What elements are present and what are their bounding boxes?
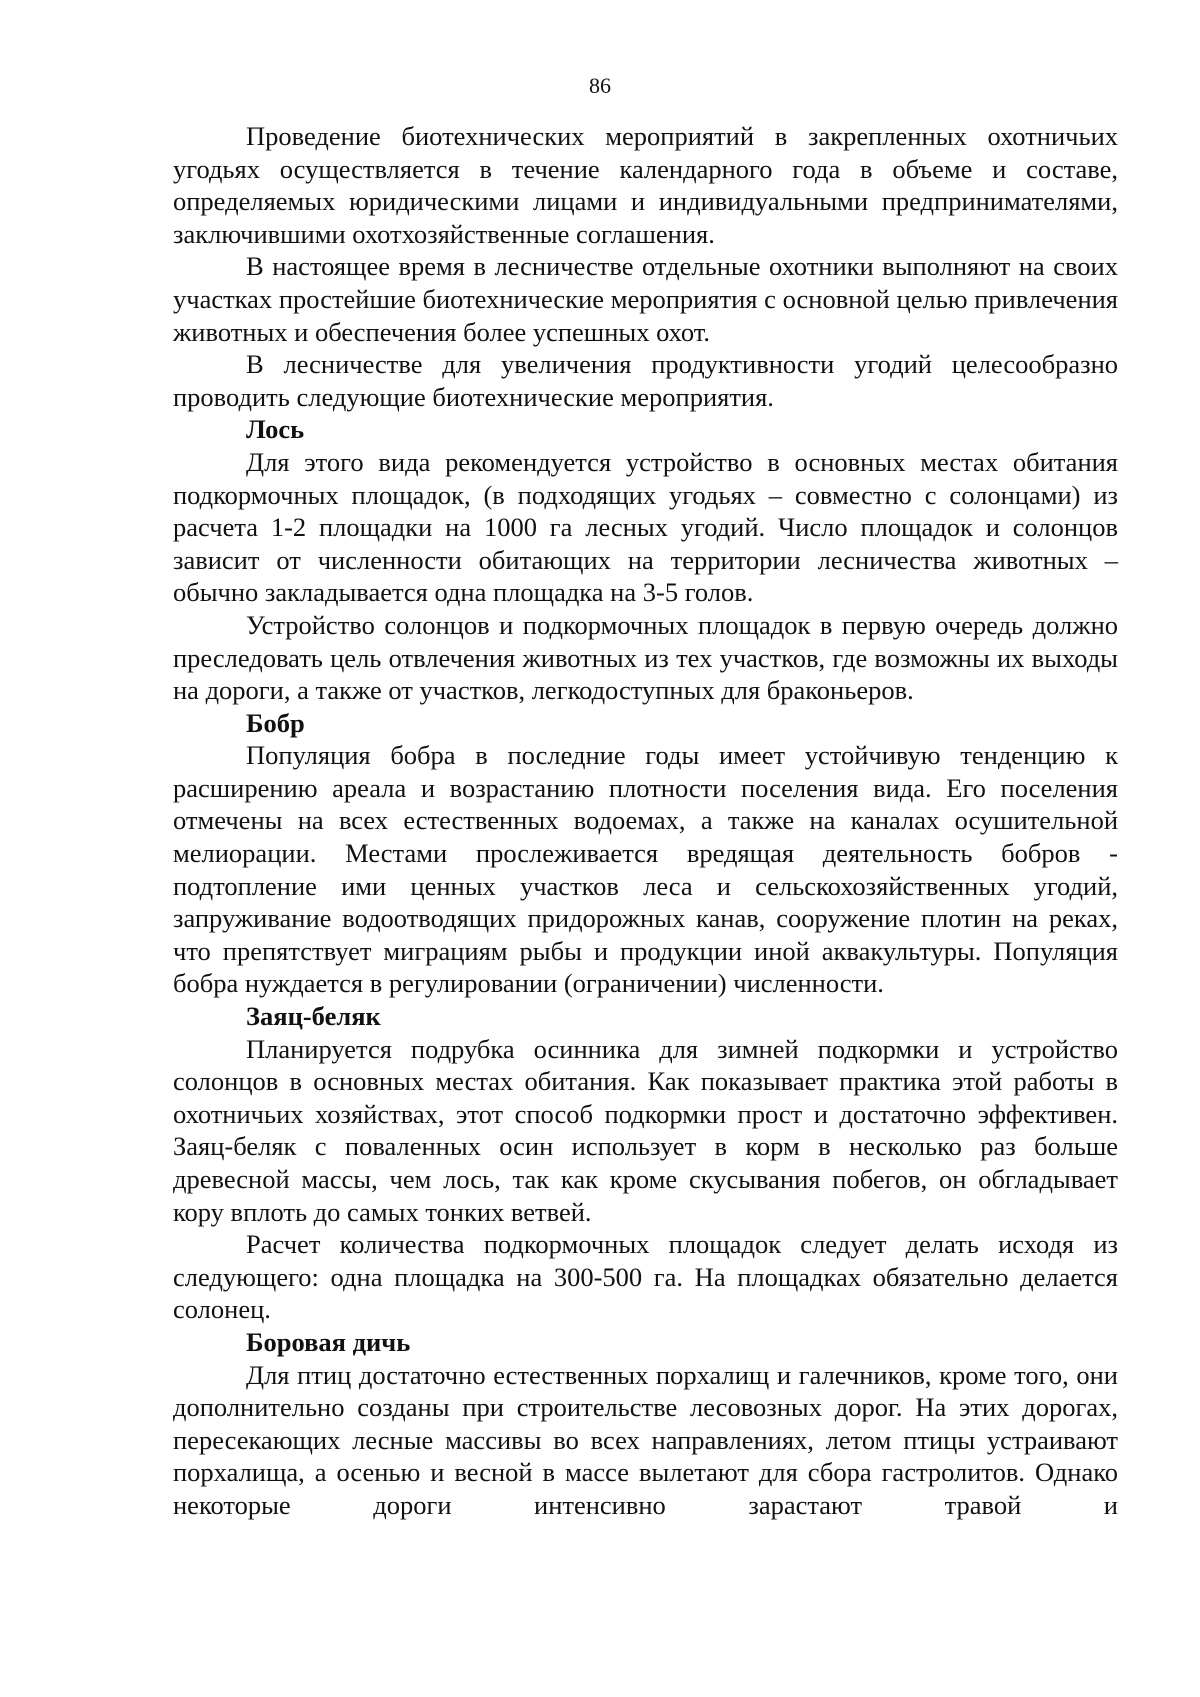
paragraph-beaver-population: Популяция бобра в последние годы имеет устойчивую тенденцию к расширению ареала и возрастанию плотности поселения вида. Его поселения отмечены на всех естественных водоемах, а также на каналах осушительной мелиорации. Местами прослеживается вредящая деятельность бобров - подтопление ими ценных участков леса и сельскохозяйственных угодий, запруживание водоотводящих придорожных канав, сооружение плотин на реках, что препятствует миграциям рыбы и продукции иной аквакультуры. Популяция бобра нуждается в регулировании (ограничении) численности.: [173, 740, 1118, 999]
page-number: 86: [589, 73, 611, 98]
section-heading-hare: Заяц-беляк: [246, 1001, 381, 1032]
section-heading-moose: Лось: [246, 414, 305, 445]
document-body: [173, 120, 1118, 1522]
paragraph-hare-site-calculation: Расчет количества подкормочных площадок следует делать исходя из следующего: одна площадка на 300-500 га. На площадках обязательно делается солонец.: [173, 1229, 1118, 1325]
paragraph-hare-feeding: Планируется подрубка осинника для зимней подкормки и устройство солонцов в основных местах обитания. Как показывает практика этой работы в охотничьих хозяйствах, этот способ подкормки прост и достаточно эффективен. Заяц-беляк с поваленных осин использует в корм в несколько раз больше древесной массы, чем лось, так как кроме скусывания побегов, он обгладывает кору вплоть до самых тонких ветвей.: [173, 1033, 1118, 1227]
paragraph-moose-salt-licks: Устройство солонцов и подкормочных площадок в первую очередь должно преследовать цель отвлечения животных из тех участков, где возможны их выходы на дороги, а также от участков, легкодоступных для браконьеров.: [173, 609, 1118, 706]
paragraph-current-activities: В настоящее время в лесничестве отдельные охотники выполняют на своих участках простейшие биотехнические мероприятия с основной целью привлечения животных и обеспечения более успешных охот.: [173, 251, 1118, 347]
paragraph-moose-feeding-sites: Для этого вида рекомендуется устройство в основных местах обитания подкормочных площадок, (в подходящих угодьях – совместно с солонцами) из расчета 1-2 площадки на 1000 га лесных угодий. Число площадок и солонцов зависит от численности обитающих на территории лесничества животных – обычно закладывается одна площадка на 3-5 голов.: [173, 446, 1118, 608]
section-heading-beaver: Бобр: [246, 707, 305, 738]
paragraph-recommended-measures: В лесничестве для увеличения продуктивности угодий целесообразно проводить следующие биотехнические мероприятия.: [173, 349, 1118, 412]
paragraph-upland-game-continued: Для птиц достаточно естественных порхалищ и галечников, кроме того, они дополнительно созданы при строительстве лесовозных дорог. На этих дорогах, пересекающих лесные массивы во всех направлениях, летом птицы устраивают порхалища, а осенью и весной в массе вылетают для сбора гастролитов. Однако некоторые дороги интенсивно зарастают травой и: [173, 1359, 1118, 1520]
section-heading-upland-game: Боровая дичь: [246, 1326, 411, 1357]
paragraph-biotechnical-measures: Проведение биотехнических мероприятий в закрепленных охотничьих угодьях осуществляется в течение календарного года в объеме и составе, определяемых юридическими лицами и индивидуальными предпринимателями, заключившими охотхозяйственные соглашения.: [173, 121, 1118, 249]
